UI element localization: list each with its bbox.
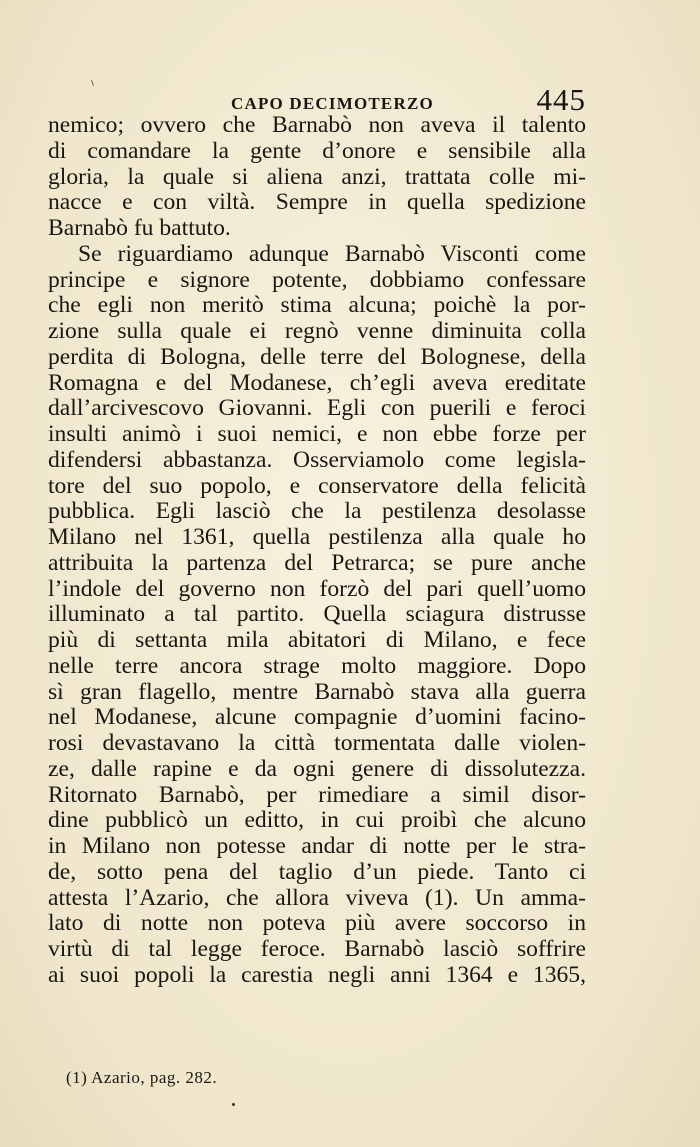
text-line: attesta l’Azario, che allora viveva (1). Un amma- — [48, 884, 586, 911]
text-line: che egli non meritò stima alcuna; poichè la por- — [48, 292, 586, 319]
text-line: de, sotto pena del taglio d’un piede. Tanto ci — [48, 858, 586, 885]
body-text — [48, 113, 586, 989]
text-line: perdita di Bologna, delle terre del Bolognese, della — [48, 343, 586, 370]
paragraph-start-line: Se riguardiamo adunque Barnabò Visconti come — [78, 240, 586, 267]
text-line: attribuita la partenza del Petrarca; se pure anche — [48, 549, 586, 576]
running-head: CAPO DECIMOTERZO — [231, 94, 434, 113]
text-line: virtù di tal legge feroce. Barnabò lasciò soffrire — [48, 936, 586, 962]
page-number: 445 — [536, 82, 586, 117]
text-line: Ritornato Barnabò, per rimediare a simil disor- — [48, 781, 586, 808]
text-line: pubblica. Egli lasciò che la pestilenza desolasse — [48, 498, 586, 525]
text-line: di comandare la gente d’onore e sensibile alla — [48, 137, 586, 164]
printer-mark — [232, 1103, 235, 1106]
text-line: Romagna e del Modanese, ch’egli aveva ereditate — [48, 369, 586, 396]
text-line: illuminato a tal partito. Quella sciagura distrusse — [48, 601, 586, 628]
text-line: dall’arcivescovo Giovanni. Egli con puerili e feroci — [48, 395, 586, 422]
text-line: ze, dalle rapine e da ogni genere di dissolutezza. — [48, 755, 586, 782]
text-line: Milano nel 1361, quella pestilenza alla quale ho — [48, 524, 586, 550]
text-line: rosi devastavano la città tormentata dalle violen- — [48, 730, 586, 756]
text-line: principe e signore potente, dobbiamo confessare — [48, 266, 586, 293]
text-line: zione sulla quale ei regnò venne diminuita colla — [48, 318, 586, 344]
text-line: nacce e con viltà. Sempre in quella spedizione — [48, 189, 586, 216]
text-line: l’indole del governo non forzò del pari quell’uomo — [48, 575, 586, 602]
text-line: dine pubblicò un editto, in cui proibì che alcuno — [48, 807, 586, 834]
footnote: (1) Azario, pag. 282. — [66, 1068, 218, 1087]
text-line: Barnabò fu battuto. — [48, 215, 231, 241]
text-line: lato di notte non poteva più avere soccorso in — [48, 910, 586, 937]
text-line: sì gran flagello, mentre Barnabò stava alla guerra — [48, 678, 586, 705]
text-line: in Milano non potesse andar di notte per le stra- — [48, 833, 586, 859]
text-line: ai suoi popoli la carestia negli anni 1364 e 1365, — [48, 961, 586, 988]
text-line: più di settanta mila abitatori di Milano, e fece — [48, 627, 586, 653]
text-line: tore del suo popolo, e conservatore della felicità — [48, 472, 586, 499]
text-line: nemico; ovvero che Barnabò non aveva il talento — [48, 112, 586, 138]
text-line: gloria, la quale si aliena anzi, trattata colle mi- — [48, 163, 586, 190]
text-line: nelle terre ancora strage molto maggiore. Dopo — [48, 652, 586, 679]
text-line: difendersi abbastanza. Osserviamolo come legisla- — [48, 446, 586, 473]
text-line: insulti animò i suoi nemici, e non ebbe forze per — [48, 421, 586, 447]
text-line: nel Modanese, alcune compagnie d’uomini facino- — [48, 704, 586, 731]
